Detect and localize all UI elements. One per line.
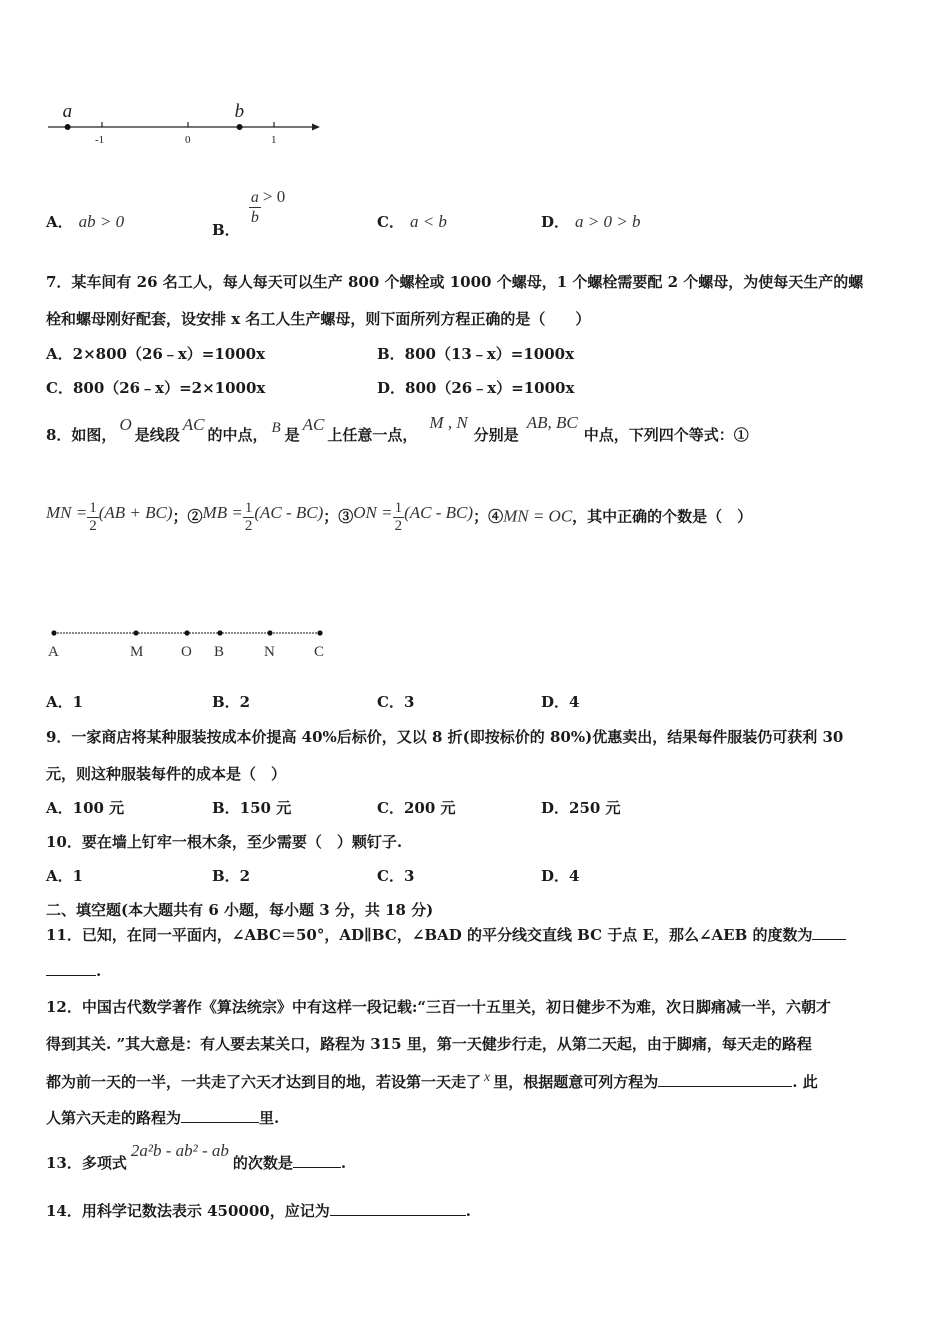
answer-blank: [330, 1201, 466, 1216]
q7-option-c: C．800（26﹣x）=2×1000x: [46, 379, 266, 397]
q8-option-c: C．3: [377, 693, 415, 711]
q9-option-a: A．100 元: [46, 799, 125, 817]
tick-label: 1: [271, 134, 277, 146]
q9-option-d: D．250 元: [541, 799, 621, 817]
half-fraction: $\frac{1}{2}$: [244, 500, 253, 534]
tick-label: -1: [95, 134, 105, 146]
q10-option-b: B．2: [212, 867, 251, 885]
q11-line1: 11．已知，在同一平面内，∠ABC＝50°，AD∥BC，∠BAD 的平分线交直线 BC 于点 E，那么∠AEB 的度数为: [46, 924, 846, 945]
q7-line1: 7．某车间有 26 名工人，每人每天可以生产 800 个螺栓或 1000 个螺母，1 个螺栓需要配 2 个螺母，为使每天生产的螺: [46, 273, 864, 291]
q6-option-c: C． a < b: [377, 212, 447, 231]
q8-option-d: D．4: [541, 693, 580, 711]
segment-figure: [40, 620, 340, 665]
q12-line3: 都为前一天的一半，一共走了六天才达到目的地，若设第一天走了 x 里，根据题意可列方程为 . 此: [46, 1070, 818, 1091]
answer-blank: [812, 925, 846, 940]
point-a: [65, 124, 71, 130]
segment-point-c: [317, 630, 322, 635]
answer-blank: [46, 961, 96, 976]
segment-point-m: [133, 630, 138, 635]
q8-equations: MN = $\frac{1}{2}$ (AB + BC)；②MB = $\frac{1}{2}$ (AC - BC)；③ON = $\frac{1}{2}$ (AC - BC)；④MN = OC，其中正确的个数是（ ）: [46, 500, 753, 534]
q6-option-b: B． $\frac{a}{b}$ > 0: [212, 186, 286, 239]
segment-label-n: N: [264, 644, 275, 660]
segment-point-o: [184, 630, 189, 635]
q6-option-d: D． a > 0 > b: [541, 212, 641, 231]
point-b: [237, 124, 243, 130]
point-label-a: a: [62, 101, 73, 122]
segment-label-a: A: [48, 644, 59, 660]
q12-line4: 人第六天走的路程为 里.: [46, 1109, 280, 1127]
q9-option-c: C．200 元: [377, 799, 456, 817]
segment-point-b: [217, 630, 222, 635]
segment-point-n: [267, 630, 272, 635]
q7-option-b: B．800（13﹣x）=1000x: [377, 345, 575, 363]
answer-blank: [658, 1072, 792, 1087]
segment-label-b: B: [214, 644, 225, 660]
q9-line2: 元，则这种服装每件的成本是（ ）: [46, 765, 287, 783]
number-line-figure: [40, 95, 340, 155]
q10-line1: 10．要在墙上钉牢一根木条，至少需要（ ）颗钉子.: [46, 833, 403, 851]
q10-option-c: C．3: [377, 867, 415, 885]
fraction-a-over-b: $\frac{a}{b}$: [250, 189, 259, 226]
q12-line2: 得到其关. ”其大意是：有人要去某关口，路程为 315 里，第一天健步行走，从第二天起，由于脚痛，每天走的路程: [46, 1035, 812, 1053]
half-fraction: $\frac{1}{2}$: [394, 500, 403, 534]
q10-option-d: D．4: [541, 867, 580, 885]
q14-line: 14．用科学记数法表示 450000，应记为 .: [46, 1202, 471, 1220]
q8-line1: 8．如图，O是线段AC的中点， B 是AC上任意一点，M , N分别是AB, BC中点，下列四个等式：①: [46, 413, 749, 444]
q11-line2: .: [46, 961, 101, 980]
q7-line2: 栓和螺母刚好配套，设安排 x 名工人生产螺母，则下面所列方程正确的是（ ）: [46, 310, 591, 328]
q13-line: 13．多项式2a²b - ab² - ab的次数是 .: [46, 1141, 347, 1172]
q6-option-a: A． ab > 0: [46, 212, 125, 231]
answer-blank: [181, 1108, 259, 1123]
point-label-b: b: [234, 101, 245, 122]
q7-option-a: A．2×800（26﹣x）=1000x: [46, 345, 266, 363]
q9-option-b: B．150 元: [212, 799, 292, 817]
tick-label: 0: [185, 134, 191, 146]
segment-label-o: O: [181, 644, 192, 660]
q8-option-a: A．1: [46, 693, 84, 711]
half-fraction: $\frac{1}{2}$: [89, 500, 97, 534]
segment-label-m: M: [130, 644, 144, 660]
segment-label-c: C: [314, 644, 325, 660]
answer-blank: [293, 1153, 341, 1168]
segment-point-a: [51, 630, 56, 635]
number-line-arrow: [312, 124, 320, 131]
q8-option-b: B．2: [212, 693, 251, 711]
q7-option-d: D．800（26﹣x）=1000x: [377, 379, 575, 397]
q10-option-a: A．1: [46, 867, 84, 885]
q9-line1: 9．一家商店将某种服装按成本价提高 40%后标价，又以 8 折(即按标价的 80%)优惠卖出，结果每件服装仍可获利 30: [46, 728, 844, 746]
section-heading: 二、填空题(本大题共有 6 小题，每小题 3 分，共 18 分): [46, 901, 434, 919]
q12-line1: 12．中国古代数学著作《算法统宗》中有这样一段记载:“三百一十五里关，初日健步不为难，次日脚痛减一半，六朝才: [46, 998, 832, 1016]
